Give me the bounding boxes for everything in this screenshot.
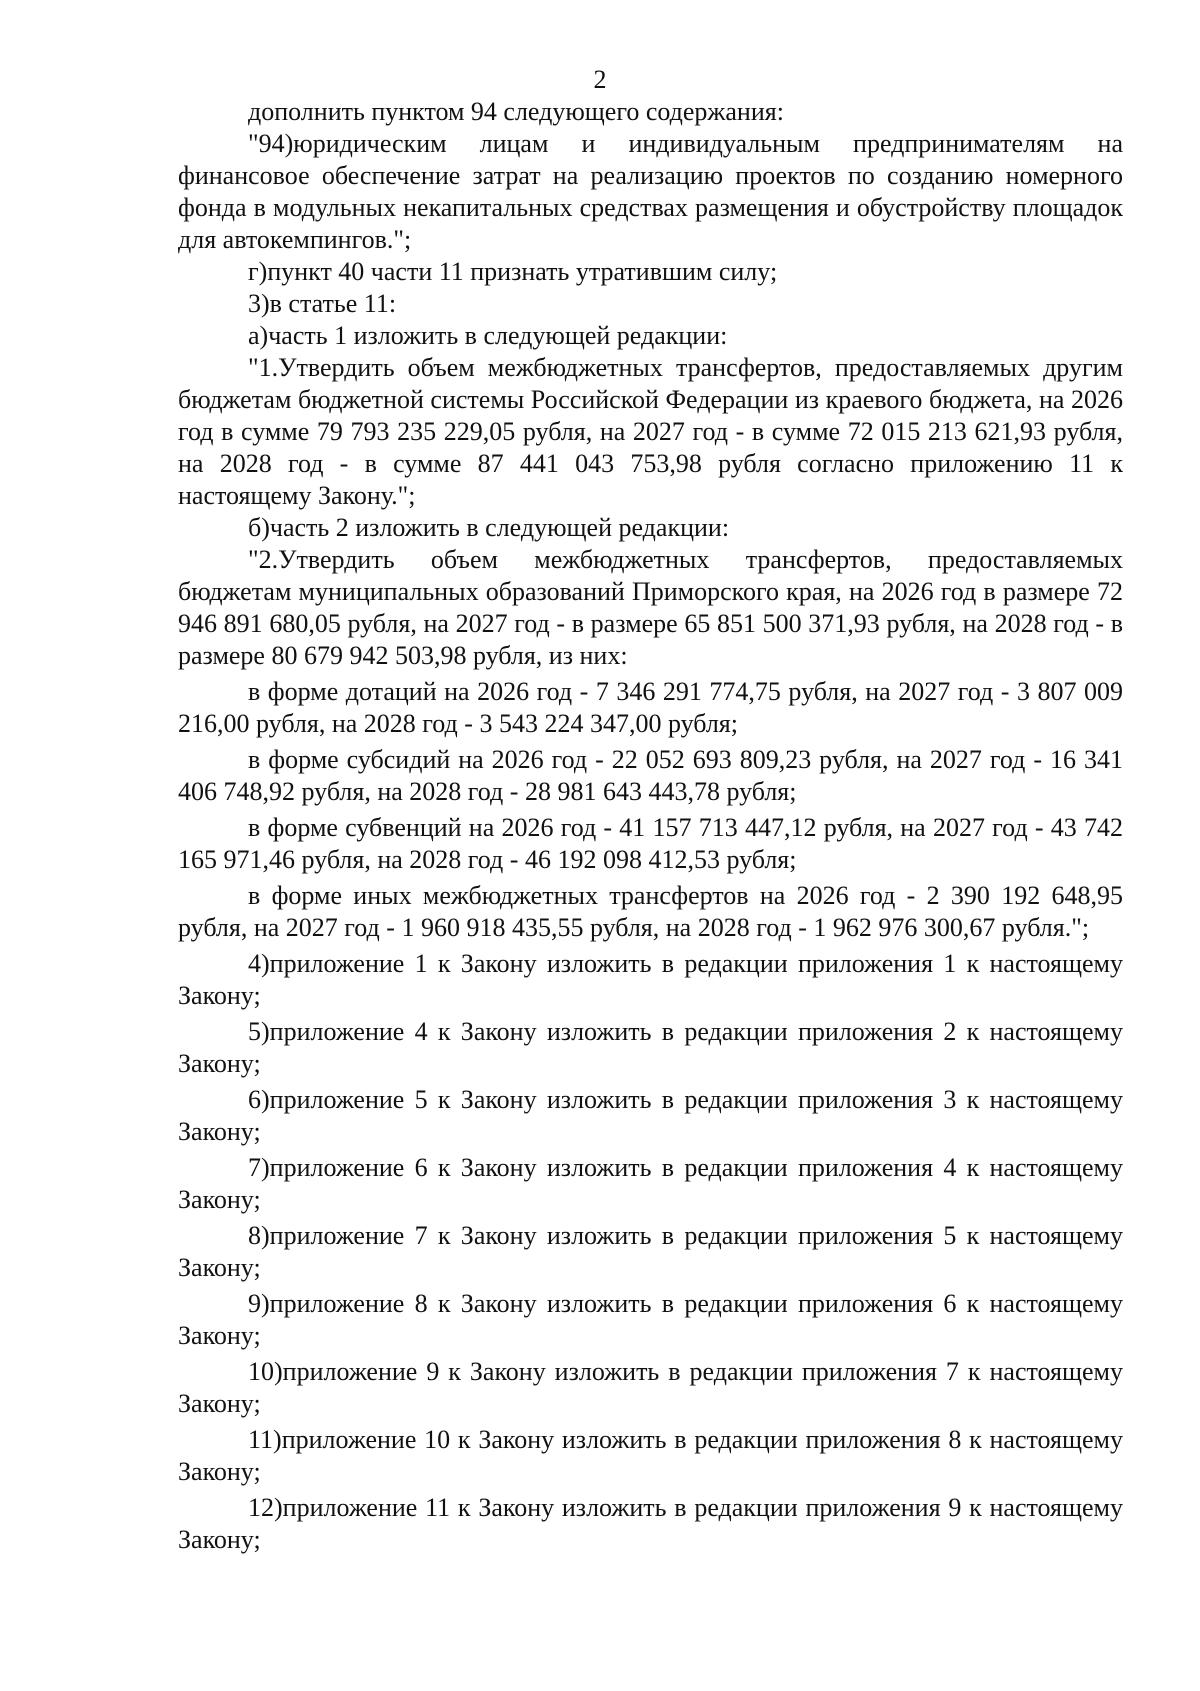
paragraph: 4)приложение 1 к Закону изложить в редакции приложения 1 к настоящему Закону; <box>178 949 1123 1010</box>
paragraph: дополнить пунктом 94 следующего содержания: <box>248 97 784 126</box>
paragraph: в форме субвенций на 2026 год - 41 157 713 447,12 рубля, на 2027 год - 43 742 165 971,46 рубля, на 2028 год - 46 192 098 412,53 рубля; <box>178 813 1123 874</box>
paragraph: 10)приложение 9 к Закону изложить в редакции приложения 7 к настоящему Закону; <box>178 1357 1123 1418</box>
paragraph: 9)приложение 8 к Закону изложить в редакции приложения 6 к настоящему Закону; <box>178 1289 1123 1350</box>
paragraph: "2.Утвердить объем межбюджетных трансфертов, предоставляемых бюджетам муниципальных образований Приморского края, на 2026 год в размере 72 946 891 680,05 рубля, на 2027 год - в размере 65 851 500 371,93 рубля, на 2028 год - в размере 80 679 942 503,98 рубля, из них: <box>178 545 1123 670</box>
paragraph: в форме субсидий на 2026 год - 22 052 693 809,23 рубля, на 2027 год - 16 341 406 748,92 рубля, на 2028 год - 28 981 643 443,78 рубля; <box>178 745 1123 806</box>
paragraph: "94)юридическим лицам и индивидуальным предпринимателям на финансовое обеспечение затрат на реализацию проектов по созданию номерного фонда в модульных некапитальных средствах размещения и обустройству площадок для автокемпингов."; <box>178 129 1123 254</box>
paragraph: в форме дотаций на 2026 год - 7 346 291 774,75 рубля, на 2027 год - 3 807 009 216,00 рубля, на 2028 год - 3 543 224 347,00 рубля; <box>178 677 1123 738</box>
paragraph: 6)приложение 5 к Закону изложить в редакции приложения 3 к настоящему Закону; <box>178 1085 1123 1146</box>
page-number: 2 <box>593 65 607 94</box>
paragraph: а)часть 1 изложить в следующей редакции: <box>248 321 728 350</box>
paragraph: 8)приложение 7 к Закону изложить в редакции приложения 5 к настоящему Закону; <box>178 1221 1123 1282</box>
paragraph: г)пункт 40 части 11 признать утратившим силу; <box>248 257 778 286</box>
paragraph: 12)приложение 11 к Закону изложить в редакции приложения 9 к настоящему Закону; <box>178 1493 1123 1554</box>
paragraph: в форме иных межбюджетных трансфертов на 2026 год - 2 390 192 648,95 рубля, на 2027 год - 1 960 918 435,55 рубля, на 2028 год - 1 962 976 300,67 рубля."; <box>178 881 1123 942</box>
paragraph: 11)приложение 10 к Закону изложить в редакции приложения 8 к настоящему Закону; <box>178 1425 1123 1486</box>
document-body <box>178 96 1123 1556</box>
paragraph: б)часть 2 изложить в следующей редакции: <box>248 513 730 542</box>
paragraph: 5)приложение 4 к Закону изложить в редакции приложения 2 к настоящему Закону; <box>178 1017 1123 1078</box>
paragraph: 3)в статье 11: <box>248 289 397 318</box>
paragraph: "1.Утвердить объем межбюджетных трансфертов, предоставляемых другим бюджетам бюджетной системы Российской Федерации из краевого бюджета, на 2026 год в сумме 79 793 235 229,05 рубля, на 2027 год - в сумме 72 015 213 621,93 рубля, на 2028 год - в сумме 87 441 043 753,98 рубля согласно приложению 11 к настоящему Закону."; <box>178 353 1123 510</box>
paragraph: 7)приложение 6 к Закону изложить в редакции приложения 4 к настоящему Закону; <box>178 1153 1123 1214</box>
